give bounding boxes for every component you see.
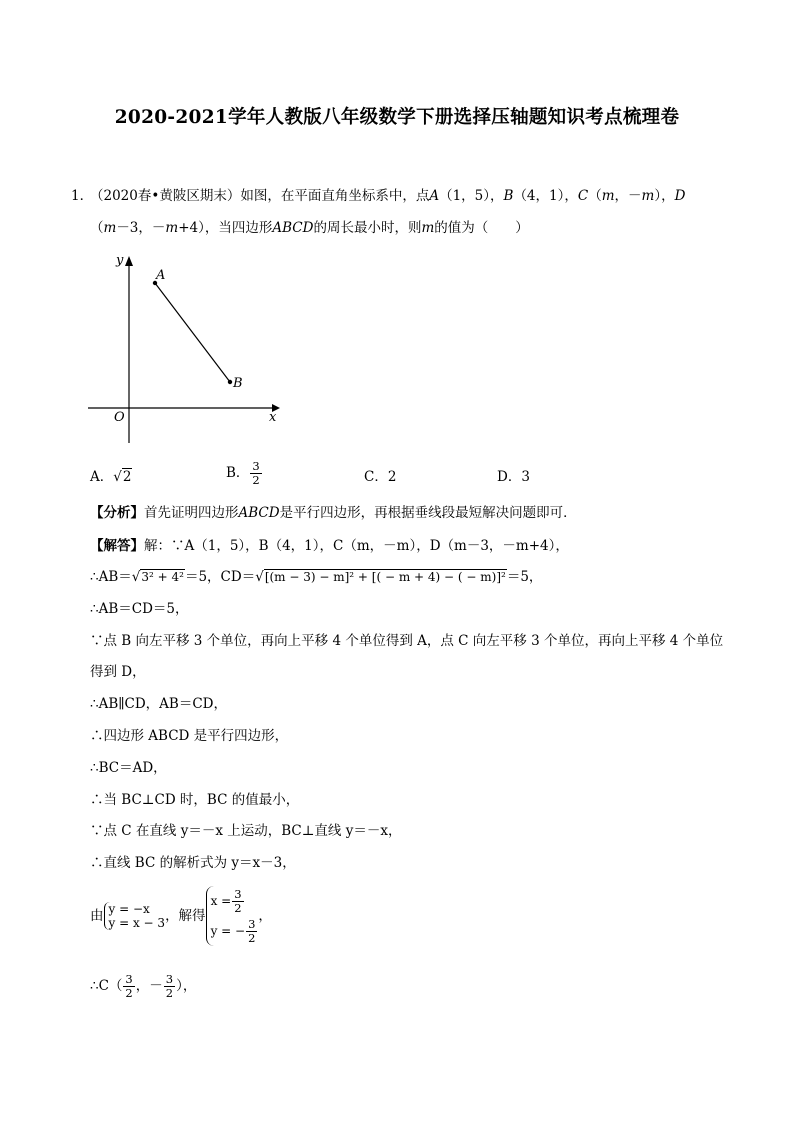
solution-line-4: ∵点 B 向左平移 3 个单位，再向上平移 4 个单位得到 A，点 C 向左平移 3 个单位，再向上平移 4 个单位 xyxy=(90,633,724,649)
question-number: 1． xyxy=(71,188,94,204)
coordinate-figure xyxy=(80,248,290,448)
point-a-label: A xyxy=(156,268,166,283)
option-c[interactable]: C．2 xyxy=(364,469,397,485)
question-line-1: （2020春•黄陂区期末）如图，在平面直角坐标系中，点A（1，5），B（4，1），C（m，－m），D xyxy=(90,188,686,204)
solution-line-2: ∴AB＝√3² + 4²＝5，CD＝√[(m − 3) − m]² + [( − m + 4) − ( − m)]²＝5， xyxy=(90,569,543,585)
analysis-line: 【分析】首先证明四边形ABCD是平行四边形，再根据垂线段最短解决问题即可． xyxy=(90,505,577,521)
equation-system: y = −x y = x − 3 xyxy=(104,902,166,930)
y-axis-arrow xyxy=(125,256,133,266)
solution-line-6: ∴AB∥CD，AB＝CD， xyxy=(90,696,227,712)
question-line-2: （m－3，－m+4），当四边形ABCD的周长最小时，则m的值为（ ） xyxy=(90,220,529,236)
page-title: 2020-2021学年人教版八年级数学下册选择压轴题知识考点梳理卷 xyxy=(114,107,680,128)
solution-system: x = $\frac{3}{2}$ y = − $\frac{3}{2}$ xyxy=(206,886,259,946)
solution-line-9: ∴当 BC⊥CD 时，BC 的值最小， xyxy=(90,792,300,808)
solution-line-10: ∵点 C 在直线 y＝－x 上运动，BC⊥直线 y＝－x， xyxy=(90,823,402,839)
origin-label: O xyxy=(114,410,125,425)
solution-line-7: ∴四边形 ABCD 是平行四边形， xyxy=(90,728,289,744)
segment-ab xyxy=(155,283,230,382)
option-d[interactable]: D．3 xyxy=(497,469,530,485)
point-b-label: B xyxy=(233,376,243,391)
option-b[interactable]: B． $\frac{3}{2}$ xyxy=(226,459,260,487)
point-b xyxy=(228,380,232,384)
x-axis-label: x xyxy=(269,410,277,425)
solution-line-5: 得到 D， xyxy=(90,664,146,680)
option-a[interactable]: A．√2 xyxy=(90,469,132,485)
solution-line-1: 【解答】解：∵A（1，5），B（4，1），C（m，－m），D（m－3，－m+4）， xyxy=(90,538,569,554)
solution-line-11: ∴直线 BC 的解析式为 y＝x－3， xyxy=(90,855,296,871)
solution-line-13: ∴C（ $\frac{3}{2}$ ，－ $\frac{3}{2}$ ）， xyxy=(90,971,197,1000)
solution-line-8: ∴BC＝AD， xyxy=(90,760,167,776)
solution-line-3: ∴AB＝CD＝5， xyxy=(90,601,189,617)
solution-line-12: 由 y = −x y = x − 3 ，解得 x = $\frac{3}{2}$ y = − $\frac{3}{2}$ ， xyxy=(90,886,272,945)
y-axis-label: y xyxy=(116,253,124,268)
